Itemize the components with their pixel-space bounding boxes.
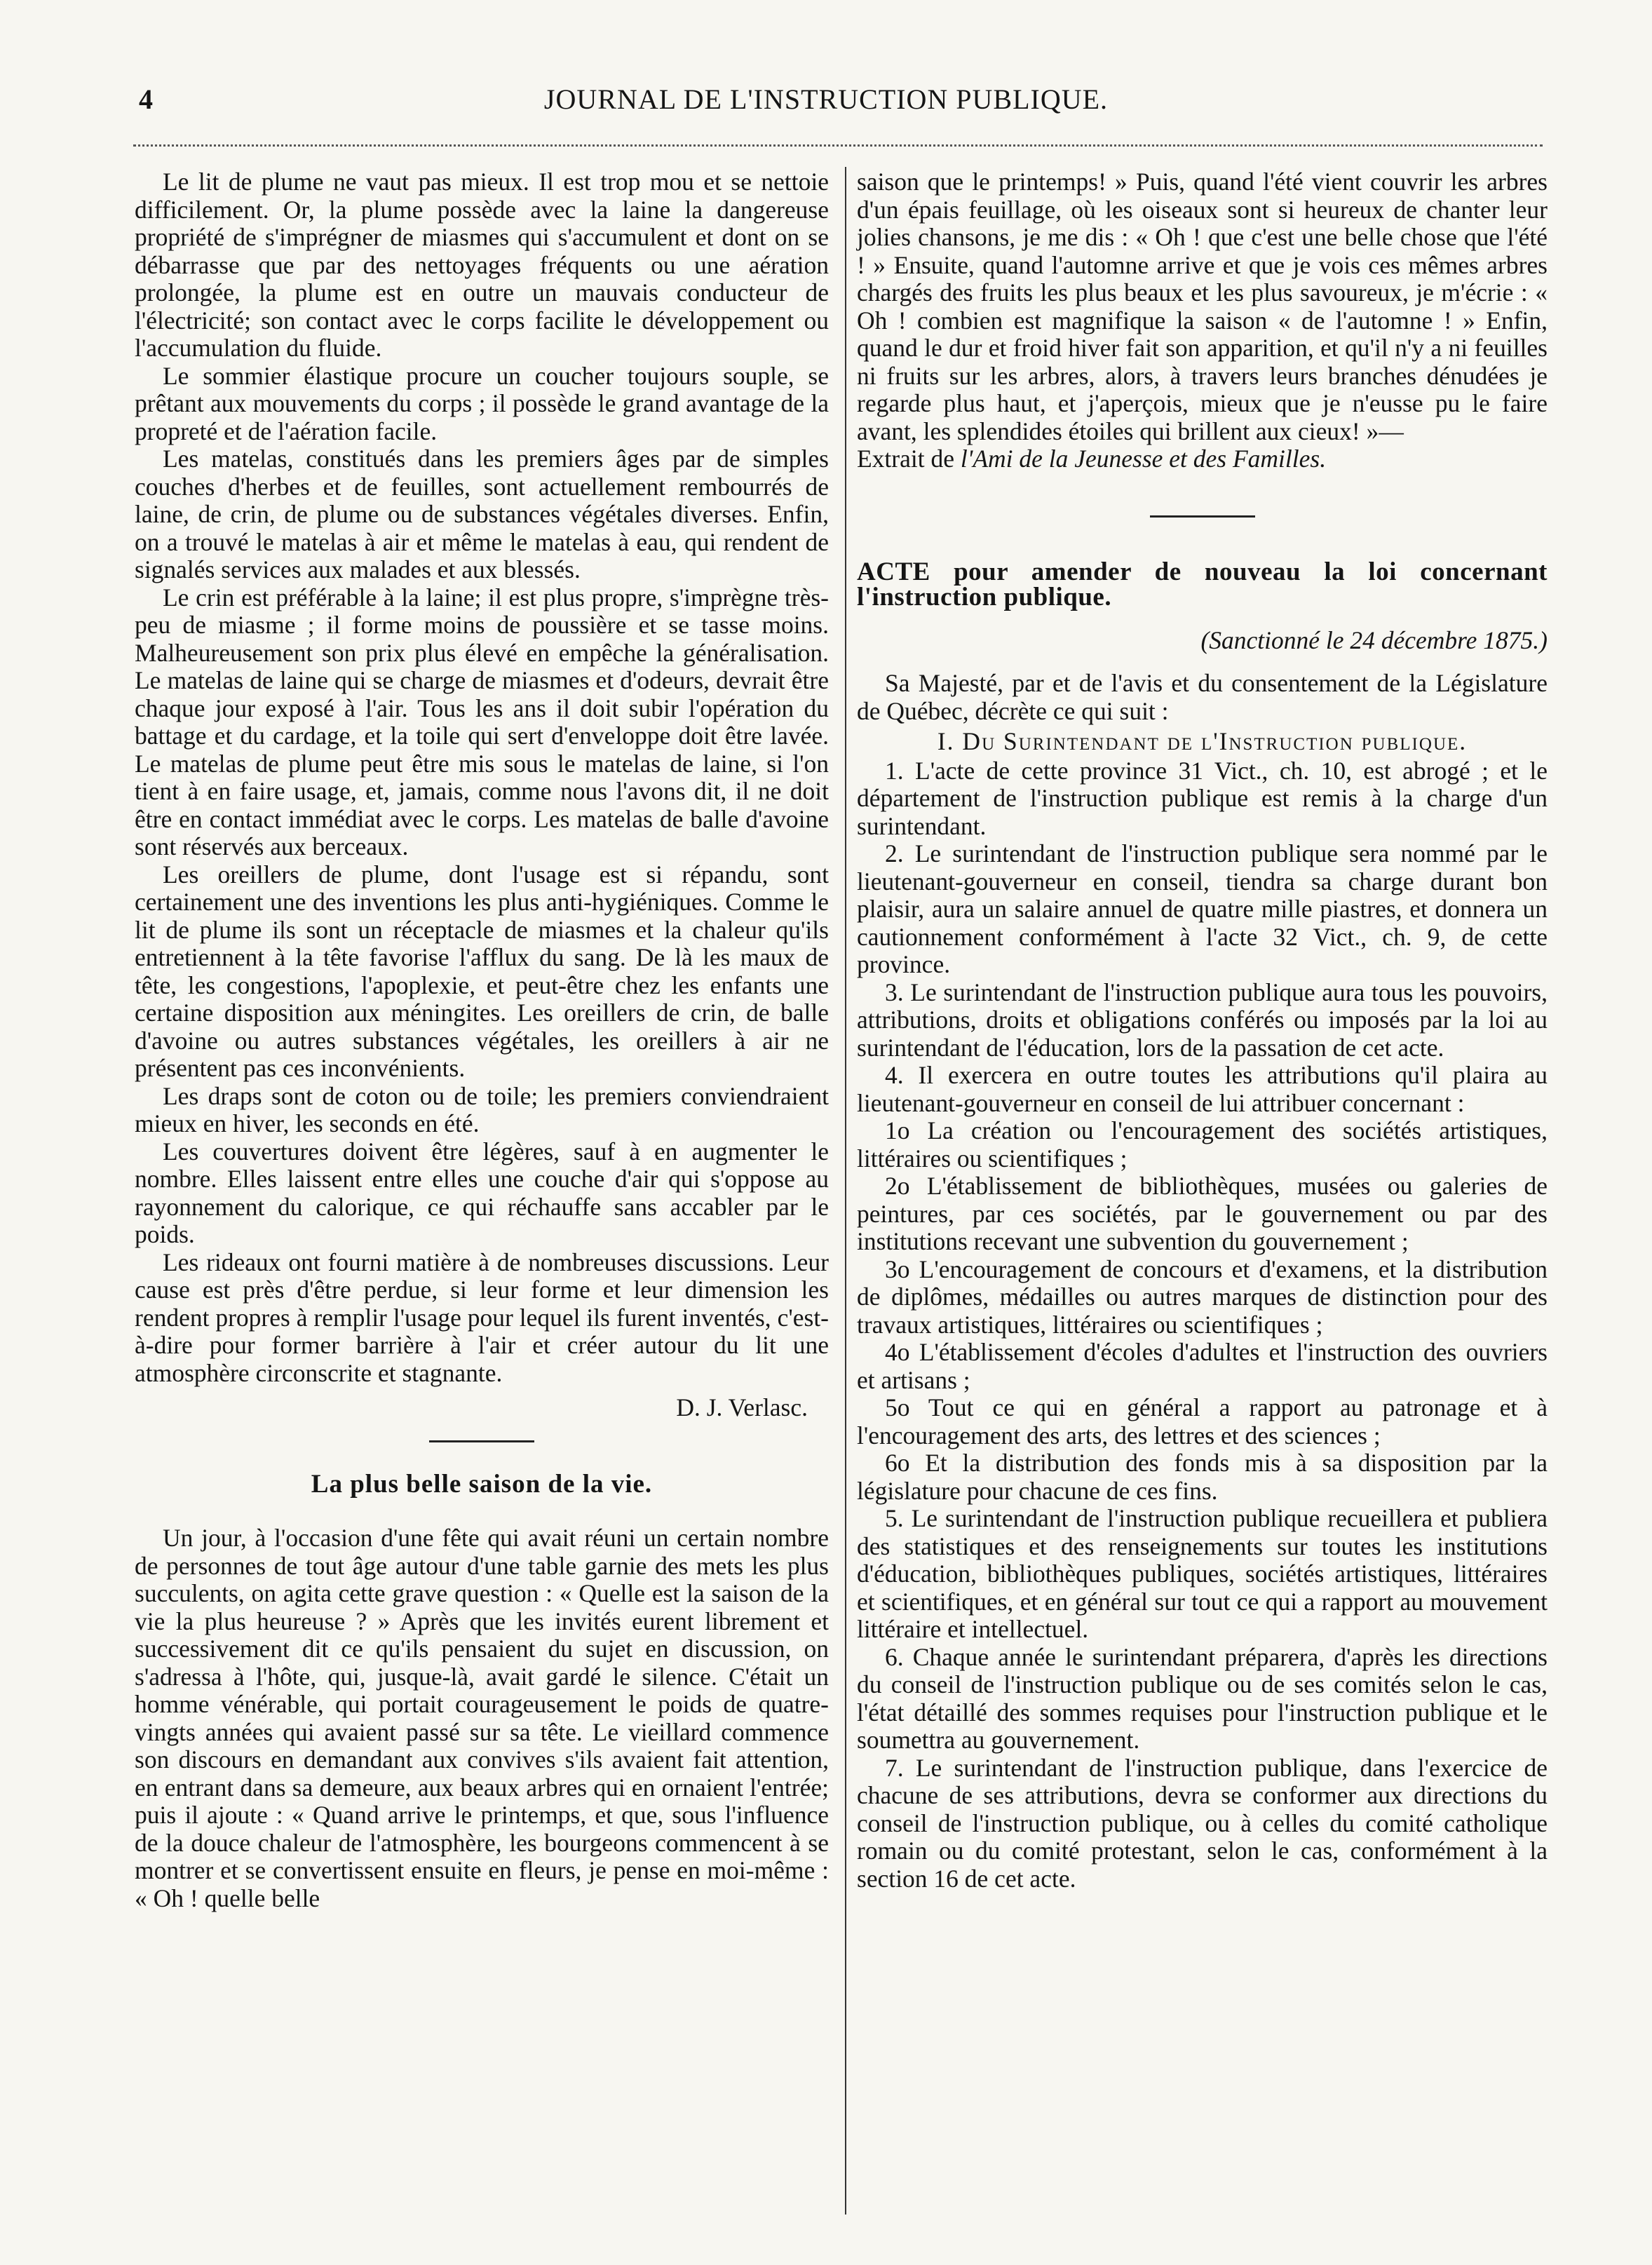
paragraph: Un jour, à l'occasion d'une fête qui avait réuni un certain nombre de personnes de tout âge autour d'une table garnie des mets les plus succulents, on agita cette grave question : « Quelle est la saison de la vie la plus heureuse ? » Après que les invités eurent librement et successivement dit ce qu'ils pensaient du sujet en discussion, on s'adressa à l'hôte, qui, jusque-là, avait gardé le silence. C'était un homme vénérable, qui portait courageusement le poids de quatre-vingts années qui avaient passé sur sa tête. Le vieillard commence son discours en demandant aux convives s'ils avaient fait attention, en entrant dans sa demeure, aux beaux arbres qui en ornaient l'entrée; puis il ajoute : « Quand arrive le printemps, et que, sous l'influence de la douce chaleur de l'atmosphère, les bourgeons commencent à se montrer et se convertissent ensuite en fleurs, je pense en moi-même : « Oh ! quelle belle: [135, 1524, 829, 1912]
section-heading: I. Du Surintendant de l'Instruction publique.: [937, 727, 1468, 755]
article-clause: 7. Le surintendant de l'instruction publique, dans l'exercice de chacune de ses attributions, devra se conformer aux directions du conseil de l'instruction publique, ou à celles du comité catholique romain ou du comité protestant, selon le cas, conformément à la section 16 de cet acte.: [857, 1753, 1548, 1893]
paragraph: saison que le printemps! » Puis, quand l'été vient couvrir les arbres d'un épais feuillage, où les oiseaux sont si heureux de chanter leur jolies chansons, je me dis : « Oh ! que c'est une belle chose que l'été ! » Ensuite, quand l'automne arrive et que je vois ces mêmes arbres chargés des fruits les plus beaux et les plus savoureux, je m'écrie : « Oh ! combien est magnifique la saison « de l'automne ! » Enfin, quand le dur et froid hiver fait son apparition, et qu'il n'y a ni feuilles ni fruits sur les arbres, alors, à travers leurs branches dénudées je regarde plus haut, et j'aperçois, mieux que je n'eusse pu le faire avant, les splendides étoiles qui brillent aux cieux! »—: [857, 168, 1548, 445]
source-title: l'Ami de la Jeunesse et des Familles.: [960, 445, 1327, 473]
paragraph: Les oreillers de plume, dont l'usage est si répandu, sont certainement une des inventions les plus anti-hygiéniques. Comme le lit de plume ils sont un réceptacle de miasmes et la chaleur qu'ils entretiennent à la tête favorise l'afflux du sang. De là les maux de tête, les congestions, l'apoplexie, et peut-être chez les enfants une certaine disposition aux méningites. Les oreillers de crin, de balle d'avoine ou autres substances végétales, les oreillers à air ne présentent pas ces inconvénients.: [135, 860, 829, 1082]
article-clause: 2. Le surintendant de l'instruction publique sera nommé par le lieutenant-gouverneur en conseil, tiendra sa charge durant bon plaisir, aura un salaire annuel de quatre mille piastres, et donnera un cautionnement conformément à l'acte 32 Vict., ch. 9, de cette province.: [857, 839, 1548, 978]
article-clause: 5. Le surintendant de l'instruction publique recueillera et publiera des statistiques et des renseignements sur toutes les institutions d'éducation, bibliothèques publiques, sociétés artistiques, littéraires et scientifiques, et en général sur tout ce qui a rapport au mouvement littéraire et intellectuel.: [857, 1504, 1548, 1643]
author-signature: D. J. Verlasc.: [676, 1393, 808, 1421]
article-title: La plus belle saison de la vie.: [311, 1469, 653, 1499]
acte-title: ACTE pour amender de nouveau la loi concernant l'instruction publique.: [857, 557, 1548, 611]
paragraph: Les matelas, constitués dans les premiers âges par de simples couches d'herbes et de feuilles, sont actuellement rembourrés de laine, de crin, de plume ou de substances végétales diverses. Enfin, on a trouvé le matelas à air et même le matelas à eau, qui rendent de signalés services aux malades et aux blessés.: [135, 445, 829, 583]
paragraph: Les couvertures doivent être légères, sauf à en augmenter le nombre. Elles laissent entre elles une couche d'air qui s'oppose au rayonnement du calorique, ce qui réchauffe sans accabler par le poids.: [135, 1137, 829, 1248]
left-column: [135, 168, 829, 1912]
column-divider: [845, 167, 846, 2215]
article-subclause: 1o La création ou l'encouragement des sociétés artistiques, littéraires ou scientifiques ;: [857, 1116, 1548, 1172]
source-line: [857, 445, 1548, 473]
header-rule: [133, 144, 1543, 147]
article-clause: 4. Il exercera en outre toutes les attributions qu'il plaira au lieutenant-gouverneur en conseil de lui attribuer concernant :: [857, 1061, 1548, 1117]
page-number: 4: [139, 83, 153, 115]
paragraph: Les draps sont de coton ou de toile; les premiers conviendraient mieux en hiver, les seconds en été.: [135, 1081, 829, 1137]
article-clause: 3. Le surintendant de l'instruction publique aura tous les pouvoirs, attributions, droits et obligations conférés ou imposés par la loi au surintendant de l'éducation, lors de la passation de cet acte.: [857, 978, 1548, 1062]
article-subclause: 5o Tout ce qui en général a rapport au patronage et à l'encouragement des arts, des lettres et des sciences ;: [857, 1393, 1548, 1449]
paragraph: Le lit de plume ne vaut pas mieux. Il est trop mou et se nettoie difficilement. Or, la plume possède avec la laine la dangereuse propriété de s'imprégner de miasmes qui s'accumulent et dont on se débarrasse que par des nettoyages fréquents ou une aération prolongée, la plume est en outre un mauvais conducteur de l'électricité; son contact avec le corps facilite le développement ou l'accumulation du fluide.: [135, 168, 829, 362]
paragraph: Les rideaux ont fourni matière à de nombreuses discussions. Leur cause est près d'être perdue, si leur forme et leur dimension les rendent propres à remplir l'usage pour lequel ils furent inventés, c'est-à-dire pour former barrière à l'air et créer autour du lit une atmosphère circonscrite et stagnante.: [135, 1248, 829, 1387]
article-subclause: 3o L'encouragement de concours et d'examens, et la distribution de diplômes, médailles ou autres marques de distinction pour des travaux artistiques, littéraires ou scientifiques ;: [857, 1255, 1548, 1339]
source-prefix: Extrait de: [857, 445, 961, 473]
article-subclause: 4o L'établissement d'écoles d'adultes et l'instruction des ouvriers et artisans ;: [857, 1338, 1548, 1394]
paragraph: Le sommier élastique procure un coucher toujours souple, se prêtant aux mouvements du corps ; il possède le grand avantage de la propreté et de l'aération facile.: [135, 361, 829, 445]
section-rule: [429, 1440, 534, 1442]
section-rule: [1150, 515, 1255, 518]
paragraph: Le crin est préférable à la laine; il est plus propre, s'imprègne très-peu de miasme ; il forme moins de poussière et se tasse moins. Malheureusement son prix plus élevé en empêche la généralisation. Le matelas de laine qui se charge de miasmes et d'odeurs, devrait être chaque jour exposé à l'air. Tous les ans il doit subir l'opération du battage et du cardage, et la toile qui sert d'enveloppe doit être lavée. Le matelas de plume peut être mis sous le matelas de laine, si l'on tient à en faire usage, et, jamais, comme nous l'avons dit, il ne doit être en contact immédiat avec le corps. Les matelas de balle d'avoine sont réservés aux berceaux.: [135, 583, 829, 860]
enacting-clause: Sa Majesté, par et de l'avis et du consentement de la Législature de Québec, décrète ce qui suit :: [857, 669, 1548, 725]
right-column: [857, 168, 1548, 1893]
article-subclause: 6o Et la distribution des fonds mis à sa disposition par la législature pour chacune de ces fins.: [857, 1449, 1548, 1505]
running-head: JOURNAL DE L'INSTRUCTION PUBLIQUE.: [543, 83, 1109, 115]
article-clause: 6. Chaque année le surintendant préparera, d'après les directions du conseil de l'instruction publique ou de ses comités selon le cas, l'état détaillé des sommes requises pour l'instruction publique et le soumettra au gouvernement.: [857, 1642, 1548, 1754]
sanction-date: (Sanctionné le 24 décembre 1875.): [1200, 626, 1548, 654]
article-subclause: 2o L'établissement de bibliothèques, musées ou galeries de peintures, par ces sociétés, par le gouvernement ou par des institutions recevant une subvention du gouvernement ;: [857, 1172, 1548, 1255]
article-clause: 1. L'acte de cette province 31 Vict., ch. 10, est abrogé ; et le département de l'instruction publique est remis à la charge d'un surintendant.: [857, 756, 1548, 840]
